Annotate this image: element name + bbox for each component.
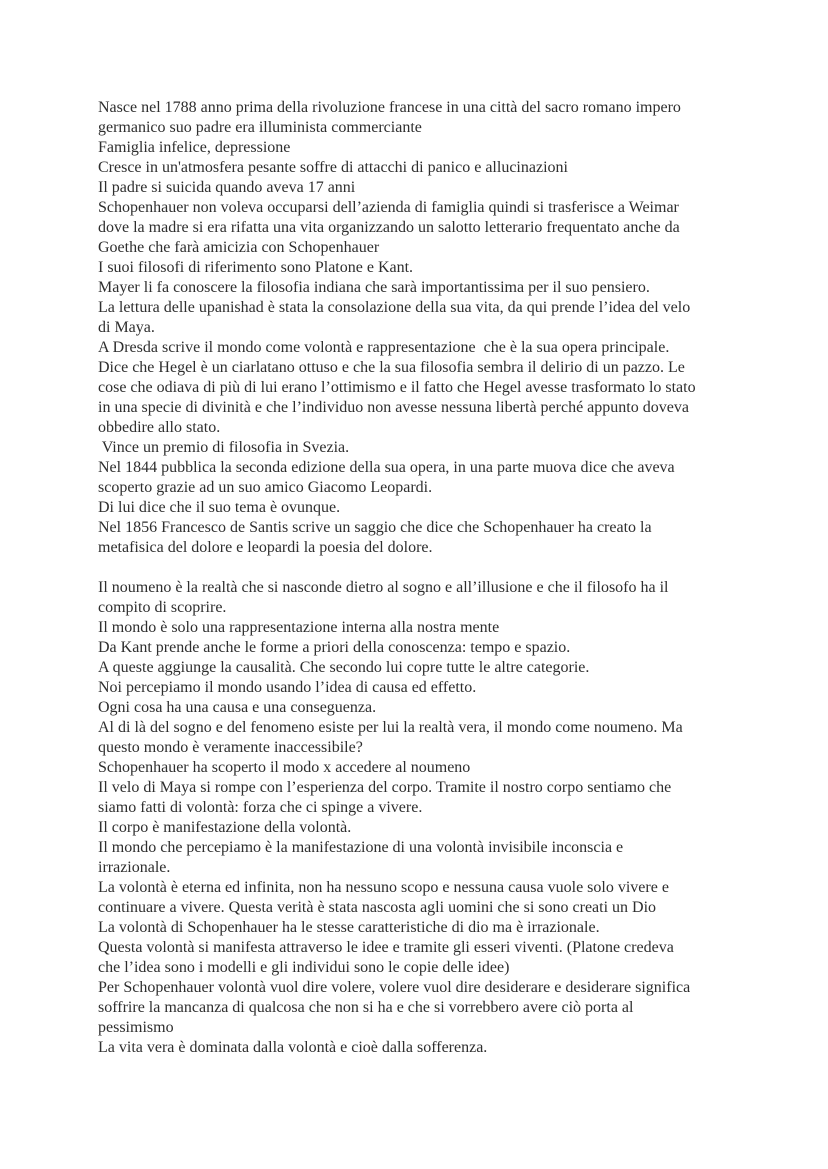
- text-line: cose che odiava di più di lui erano l’ottimismo e il fatto che Hegel avesse trasformato lo stato: [98, 379, 696, 396]
- text-line: Nel 1844 pubblica la seconda edizione della sua opera, in una parte muova dice che aveva: [98, 459, 675, 476]
- text-line: Famiglia infelice, depressione: [98, 139, 291, 156]
- text-line: La vita vera è dominata dalla volontà e cioè dalla sofferenza.: [98, 1039, 488, 1056]
- text-line: Vince un premio di filosofia in Svezia.: [98, 439, 350, 456]
- text-line: Dice che Hegel è un ciarlatano ottuso e che la sua filosofia sembra il delirio di un pazzo. Le: [98, 359, 685, 376]
- text-line: Il corpo è manifestazione della volontà.: [98, 819, 352, 836]
- text-line: di Maya.: [98, 319, 155, 336]
- text-line: Il mondo che percepiamo è la manifestazione di una volontà invisibile inconscia e: [98, 839, 624, 856]
- text-line: obbedire allo stato.: [98, 419, 221, 436]
- text-line: Cresce in un'atmosfera pesante soffre di attacchi di panico e allucinazioni: [98, 159, 568, 176]
- text-line: Goethe che farà amicizia con Schopenhauer: [98, 239, 380, 256]
- text-line: Da Kant prende anche le forme a priori della conoscenza: tempo e spazio.: [98, 639, 571, 656]
- paragraph-philosophy: [98, 578, 740, 1058]
- text-line: scoperto grazie ad un suo amico Giacomo Leopardi.: [98, 479, 433, 496]
- paragraph-biography: [98, 98, 740, 558]
- text-line: questo mondo è veramente inaccessibile?: [98, 739, 363, 756]
- text-line: siamo fatti di volontà: forza che ci spinge a vivere.: [98, 799, 423, 816]
- text-line: germanico suo padre era illuminista commerciante: [98, 119, 422, 136]
- text-line: dove la madre si era rifatta una vita organizzando un salotto letterario frequentato anche da: [98, 219, 680, 236]
- text-line: Il mondo è solo una rappresentazione interna alla nostra mente: [98, 619, 500, 636]
- text-line: Il noumeno è la realtà che si nasconde dietro al sogno e all’illusione e che il filosofo ha il: [98, 579, 669, 596]
- text-line: pessimismo: [98, 1019, 174, 1036]
- text-line: soffrire la mancanza di qualcosa che non si ha e che si vorrebbero avere ciò porta al: [98, 999, 634, 1016]
- text-line: Il padre si suicida quando aveva 17 anni: [98, 179, 356, 196]
- text-line: Noi percepiamo il mondo usando l’idea di causa ed effetto.: [98, 679, 477, 696]
- text-line: La lettura delle upanishad è stata la consolazione della sua vita, da qui prende l’idea del velo: [98, 299, 691, 316]
- paragraph-gap: [98, 558, 740, 578]
- text-line: Nasce nel 1788 anno prima della rivoluzione francese in una città del sacro romano impero: [98, 99, 681, 116]
- text-line: La volontà di Schopenhauer ha le stesse caratteristiche di dio ma è irrazionale.: [98, 919, 600, 936]
- text-line: Il velo di Maya si rompe con l’esperienza del corpo. Tramite il nostro corpo sentiamo che: [98, 779, 672, 796]
- text-line: in una specie di divinità e che l’individuo non avesse nessuna libertà perché appunto doveva: [98, 399, 689, 416]
- text-line: I suoi filosofi di riferimento sono Platone e Kant.: [98, 259, 414, 276]
- text-line: Per Schopenhauer volontà vuol dire volere, volere vuol dire desiderare e desiderare significa: [98, 979, 691, 996]
- text-line: A Dresda scrive il mondo come volontà e rappresentazione che è la sua opera principale.: [98, 339, 670, 356]
- text-line: Ogni cosa ha una causa e una conseguenza.: [98, 699, 377, 716]
- text-line: Mayer li fa conoscere la filosofia indiana che sarà importantissima per il suo pensiero.: [98, 279, 650, 296]
- text-line: compito di scoprire.: [98, 599, 227, 616]
- text-line: Nel 1856 Francesco de Santis scrive un saggio che dice che Schopenhauer ha creato la: [98, 519, 652, 536]
- text-line: che l’idea sono i modelli e gli individui sono le copie delle idee): [98, 959, 510, 976]
- text-line: Al di là del sogno e del fenomeno esiste per lui la realtà vera, il mondo come noumeno. Ma: [98, 719, 683, 736]
- text-line: continuare a vivere. Questa verità è stata nascosta agli uomini che si sono creati un Dio: [98, 899, 657, 916]
- text-line: metafisica del dolore e leopardi la poesia del dolore.: [98, 539, 433, 556]
- text-line: A queste aggiunge la causalità. Che secondo lui copre tutte le altre categorie.: [98, 659, 590, 676]
- text-line: Schopenhauer ha scoperto il modo x accedere al noumeno: [98, 759, 471, 776]
- text-line: Schopenhauer non voleva occuparsi dell’azienda di famiglia quindi si trasferisce a Weimar: [98, 199, 679, 216]
- text-line: Questa volontà si manifesta attraverso le idee e tramite gli esseri viventi. (Platone credeva: [98, 939, 674, 956]
- text-line: Di lui dice che il suo tema è ovunque.: [98, 499, 341, 516]
- text-line: La volontà è eterna ed infinita, non ha nessuno scopo e nessuna causa vuole solo vivere e: [98, 879, 669, 896]
- text-line: irrazionale.: [98, 859, 171, 876]
